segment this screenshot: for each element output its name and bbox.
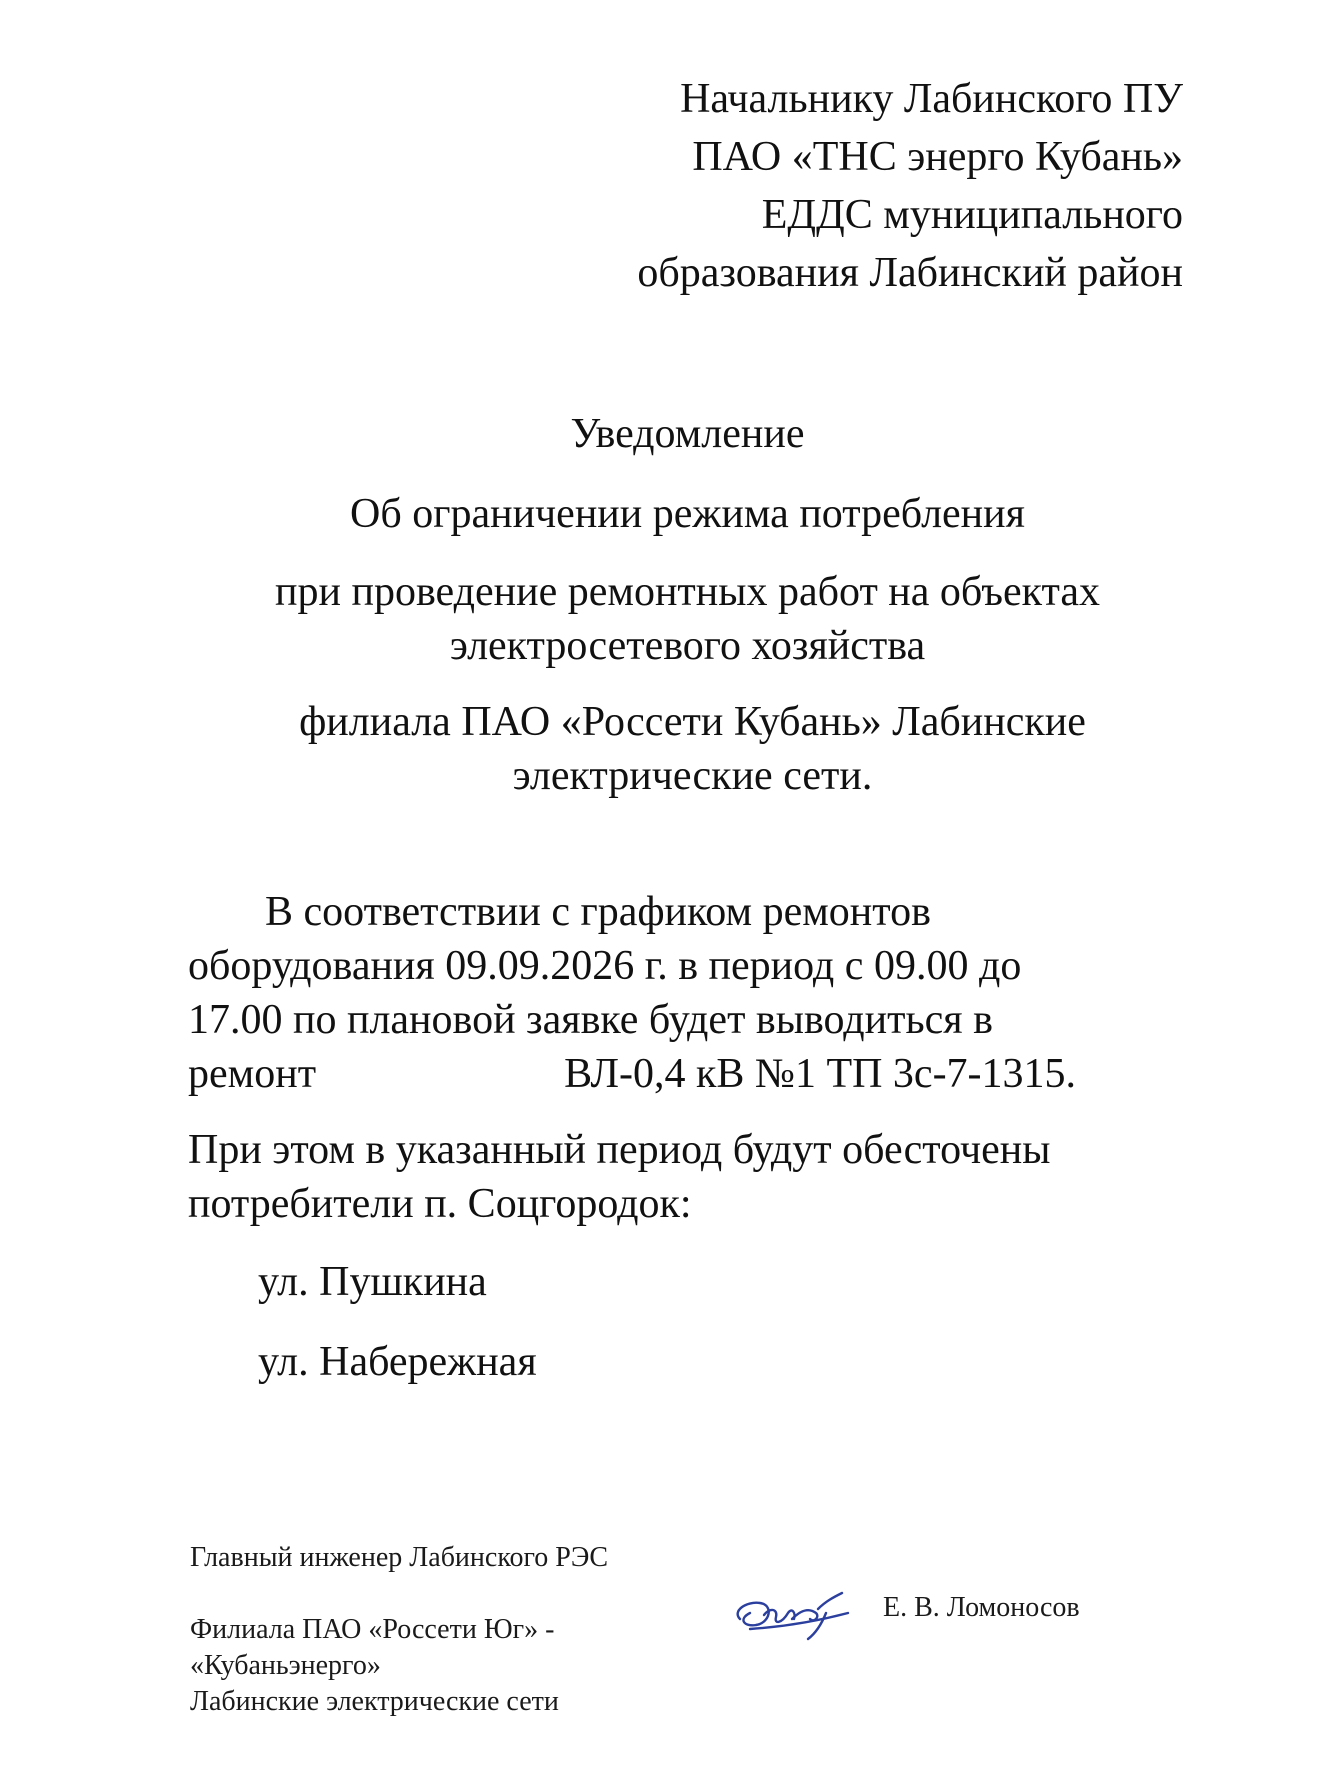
sender-block <box>190 1540 608 1720</box>
body-paragraph-schedule <box>188 885 1148 1101</box>
repair-word: ремонт <box>188 1051 317 1097</box>
addressee-block <box>637 70 1183 302</box>
addressee-line: ПАО «ТНС энерго Кубань» <box>692 134 1183 180</box>
body-line: потребители п. Соцгородок: <box>188 1181 692 1227</box>
notice-heading: Уведомление <box>570 411 805 457</box>
notice-subject: Об ограничении режима потребления <box>350 491 1025 537</box>
body-line-equipment <box>188 1047 1148 1101</box>
body-line: В соответствии с графиком ремонтов <box>265 889 931 935</box>
notice-subject-branch-line: филиала ПАО «Россети Кубань» Лабинские <box>299 699 1086 745</box>
sender-org-line: Лабинские электрические сети <box>190 1686 559 1717</box>
notice-subject-works <box>0 565 1320 673</box>
addressee-line: ЕДДС муниципального <box>761 192 1183 238</box>
body-line: При этом в указанный период будут обесточены <box>188 1127 1051 1173</box>
body-line: 17.00 по плановой заявке будет выводиться в <box>188 997 993 1043</box>
notice-subject-branch-line: электрические сети. <box>512 753 873 799</box>
notice-subject-works-line: электросетевого хозяйства <box>449 623 926 669</box>
addressee-line: Начальнику Лабинского ПУ <box>680 76 1183 122</box>
addressee-line: образования Лабинский район <box>637 250 1183 296</box>
handwritten-signature <box>730 1583 860 1643</box>
body-paragraph-consumers <box>188 1123 1148 1231</box>
notice-subject-branch <box>0 695 1320 803</box>
street-item: ул. Пушкина <box>258 1259 487 1305</box>
signer-name: Е. В. Ломоносов <box>883 1592 1080 1623</box>
body-line: оборудования 09.09.2026 г. в период с 09.00 до <box>188 943 1022 989</box>
notice-subject-works-line: при проведение ремонтных работ на объектах <box>275 569 1100 615</box>
sender-position: Главный инженер Лабинского РЭС <box>190 1542 609 1573</box>
sender-org-line: «Кубаньэнерго» <box>190 1650 381 1681</box>
notice-title-block <box>0 405 1320 803</box>
sender-org-line: Филиала ПАО «Россети Юг» - <box>190 1614 555 1645</box>
street-list <box>188 1253 1148 1391</box>
notice-body <box>188 885 1148 1391</box>
equipment-id: ВЛ-0,4 кВ №1 ТП 3с-7-1315. <box>564 1051 1077 1097</box>
street-item: ул. Набережная <box>258 1339 537 1385</box>
